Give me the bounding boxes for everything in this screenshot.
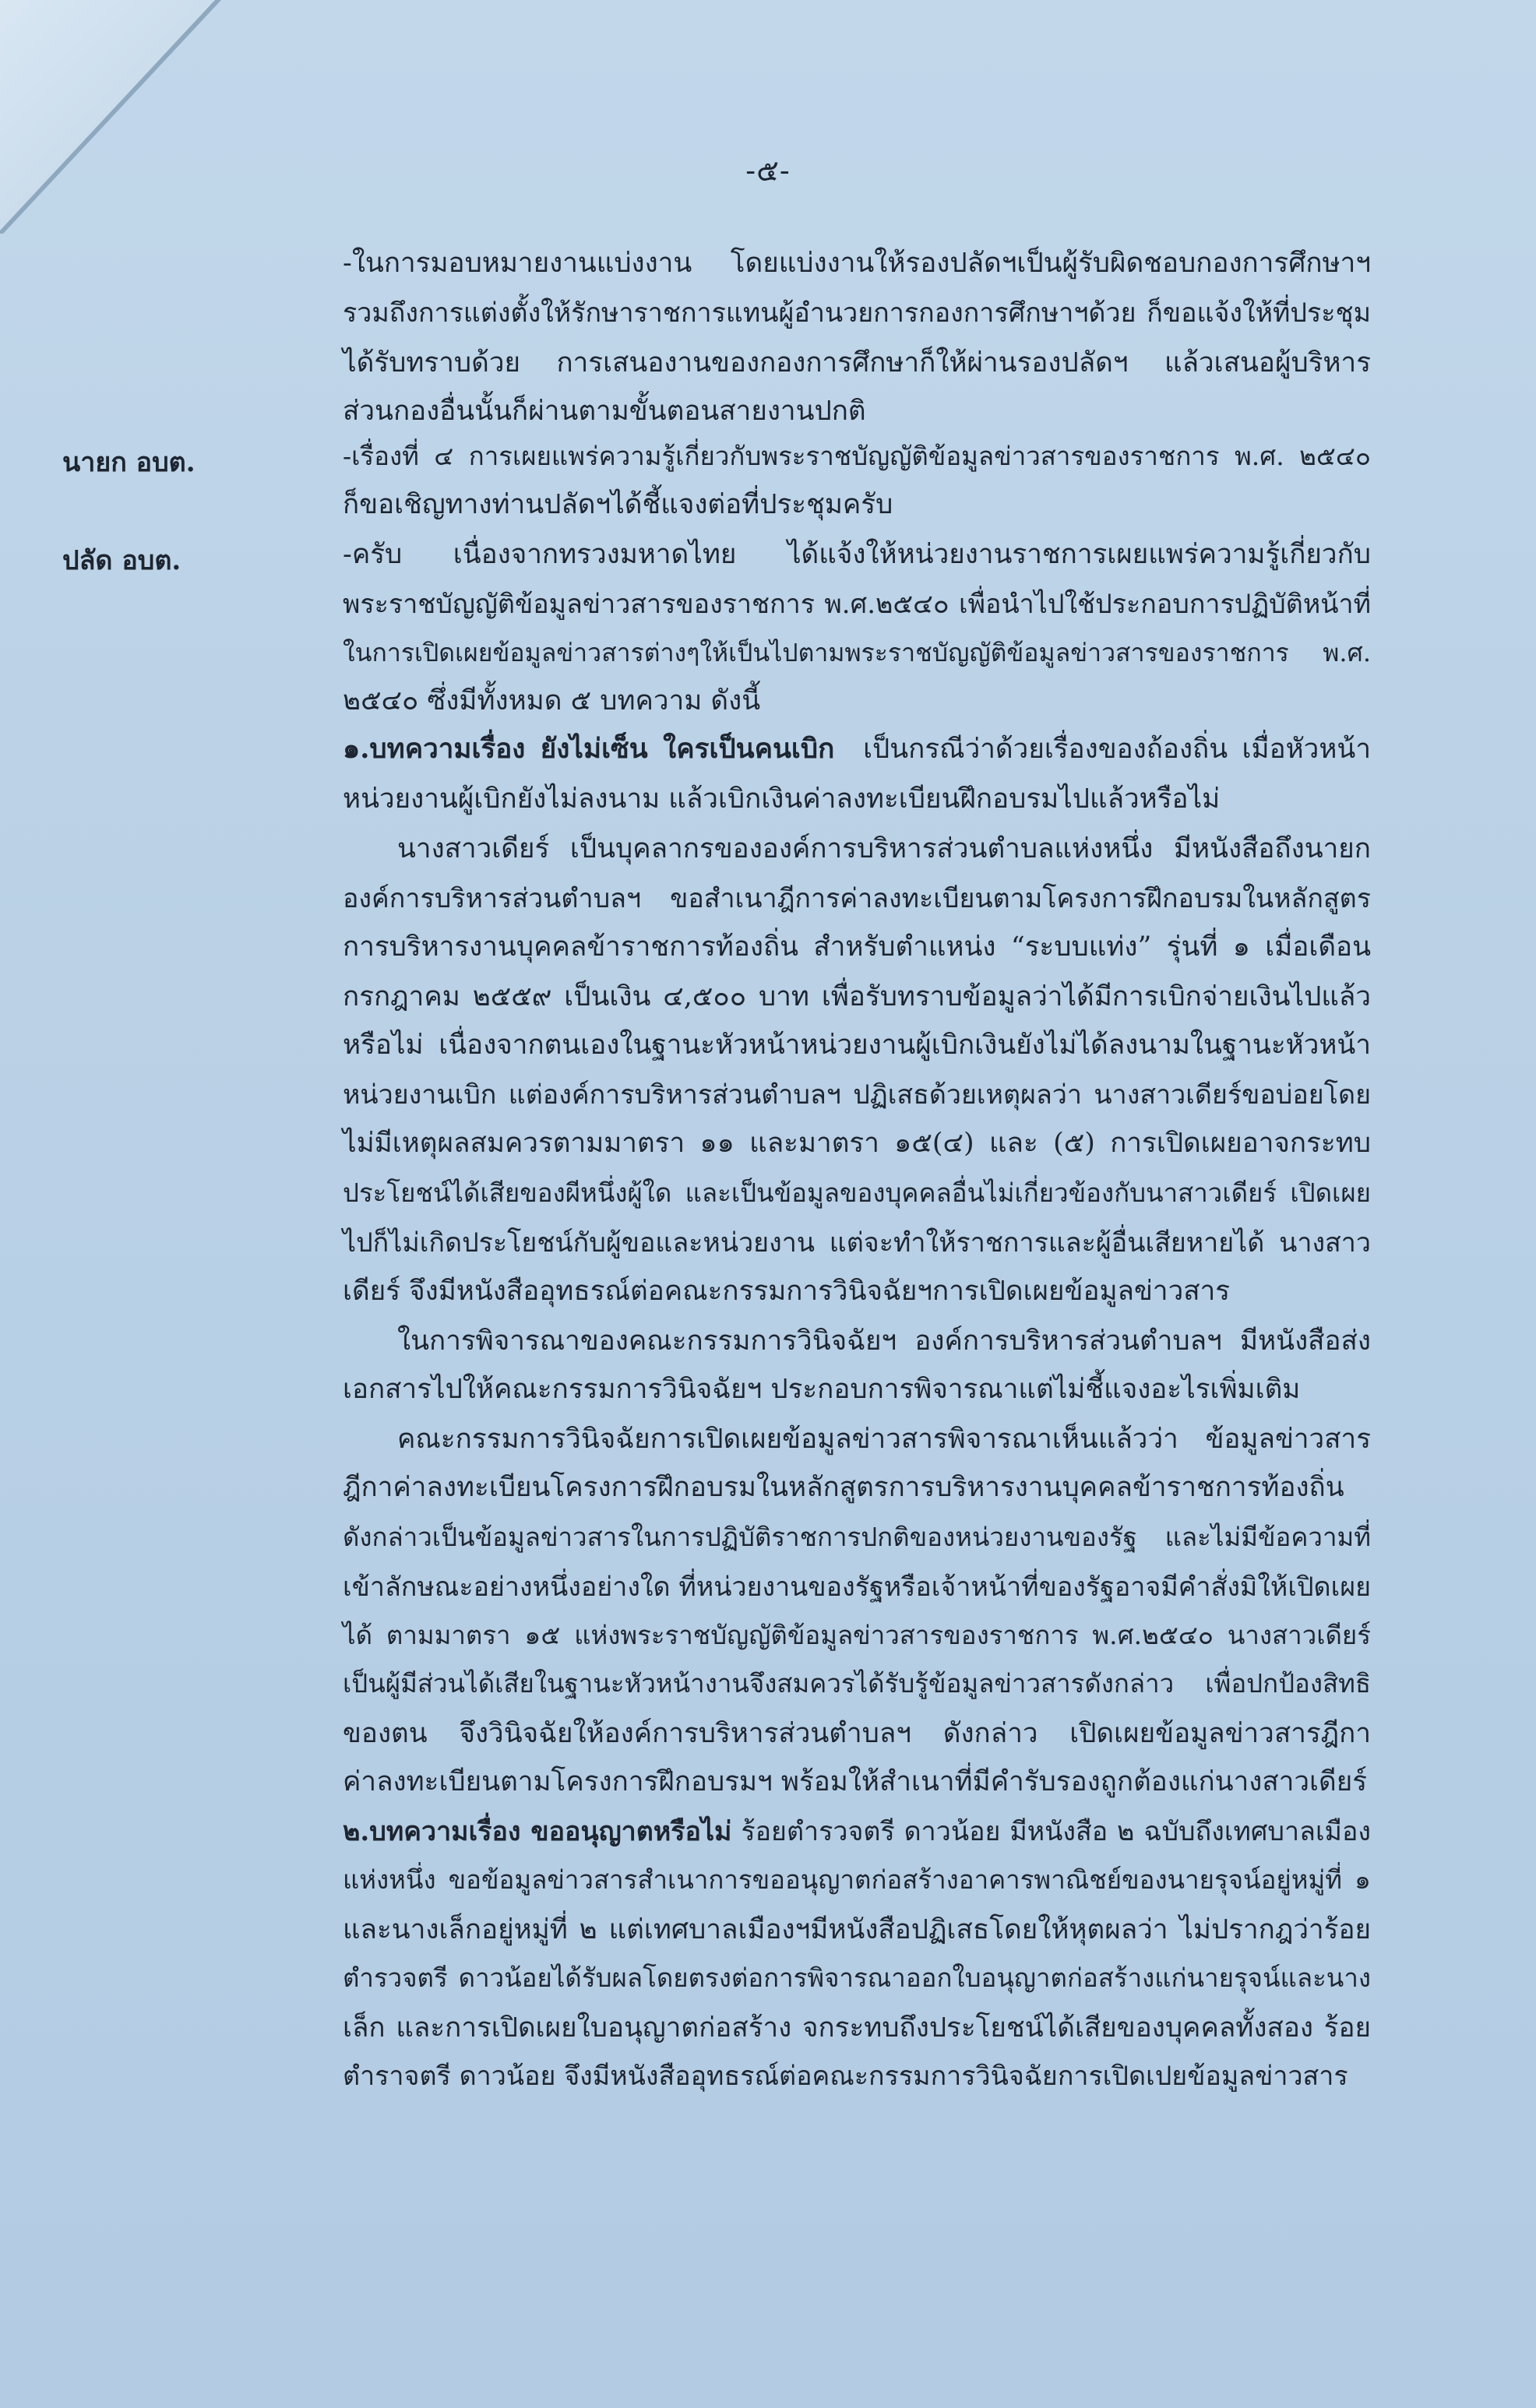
text-line: ก็ขอเชิญทางท่านปลัดฯได้ชี้แจงต่อที่ประชุมครับ [343, 489, 893, 520]
text-line: เดียร์ จึงมีหนังสืออุทธรณ์ต่อคณะกรรมการวินิจฉัยฯการเปิดเผยข้อมูลข่าวสาร [343, 1276, 1231, 1307]
text-line: ฎีกาค่าลงทะเบียนโครงการฝึกอบรมในหลักสูตรการบริหารงานบุคคลข้าราชการท้องถิ่น [343, 1472, 1344, 1503]
text-line: หน่วยงานผู้เบิกยังไม่ลงนาม แล้วเบิกเงินค่าลงทะเบียนฝึกอบรมไปแล้วหรือไม่ [343, 783, 1221, 815]
text-line: เข้าลักษณะอย่างหนึ่งอย่างใด ที่หน่วยงานของรัฐหรือเจ้าหน้าที่ของรัฐอาจมีคำสั่งมิให้เปิดเผย [343, 1572, 1372, 1603]
text-line: -ในการมอบหมายงานแบ่งงาน โดยแบ่งงานให้รองปลัดฯเป็นผู้รับผิดชอบกองการศึกษาฯ [343, 248, 1371, 279]
text-line: หน่วยงานเบิก แต่องค์การบริหารส่วนตำบลฯ ปฏิเสธด้วยเหตุผลว่า นางสาวเดียร์ขอบ่อยโดย [343, 1079, 1371, 1111]
article-2-line [343, 1816, 1371, 1847]
text-line: ๒๕๔๐ ซึ่งมีทั้งหมด ๕ บทความ ดังนี้ [343, 685, 761, 716]
text-line: ของตน จึงวินิจฉัยให้องค์การบริหารส่วนตำบลฯ ดังกล่าว เปิดเผยข้อมูลข่าวสารฎีกา [343, 1718, 1371, 1749]
text-line: ได้รับทราบด้วย การเสนองานของกองการศึกษาก็ให้ผ่านรองปลัดฯ แล้วเสนอผู้บริหาร [343, 347, 1371, 378]
text-line: นางสาวเดียร์ เป็นบุคลากรขององค์การบริหารส่วนตำบลแห่งหนึ่ง มีหนังสือถึงนายก [397, 833, 1371, 864]
text-line: ส่วนกองอื่นนั้นก็ผ่านตามขั้นตอนสายงานปกติ [343, 396, 866, 427]
article-2-heading: ๒.บทความเรื่อง ขออนุญาตหรือไม่ [343, 1816, 732, 1847]
article-2-intro: ร้อยตำรวจตรี ดาวน้อย มีหนังสือ ๒ ฉบับถึงเทศบาลเมือง [741, 1816, 1371, 1847]
text-line: ดังกล่าวเป็นข้อมูลข่าวสารในการปฏิบัติราชการปกติของหน่วยงานของรัฐ และไม่มีข้อความที่ [343, 1522, 1371, 1552]
text-line: องค์การบริหารส่วนตำบลฯ ขอสำเนาฎีการค่าลงทะเบียนตามโครงการฝึกอบรมในหลักสูตร [343, 883, 1371, 914]
text-line: กรกฎาคม ๒๕๕๙ เป็นเงิน ๔,๕๐๐ บาท เพื่อรับทราบข้อมูลว่าได้มีการเบิกจ่ายเงินไปแล้ว [343, 981, 1371, 1012]
text-line: ค่าลงทะเบียนตามโครงการฝึกอบรมฯ พร้อมให้สำเนาที่มีคำรับรองถูกต้องแก่นางสาวเดียร์ [343, 1766, 1367, 1797]
text-line: เป็นผู้มีส่วนได้เสียในฐานะหัวหน้างานจึงสมควรได้รับรู้ข้อมูลข่าวสารดังกล่าว เพื่อปกป้องสิทธิ [343, 1668, 1371, 1699]
text-line: ในการเปิดเผยข้อมูลข่าวสารต่างๆให้เป็นไปตามพระราชบัญญัติข้อมูลข่าวสารของราชการ พ.ศ. [343, 638, 1371, 667]
text-line: ไม่มีเหตุผลสมควรตามมาตรา ๑๑ และมาตรา ๑๕(๔) และ (๕) การเปิดเผยอาจกระทบ [343, 1128, 1371, 1159]
text-line: พระราชบัญญัติข้อมูลข่าวสารของราชการ พ.ศ.๒๕๔๐ เพื่อนำไปใช้ประกอบการปฏิบัติหน้าที่ [343, 589, 1371, 620]
text-line: การบริหารงานบุคคลข้าราชการท้องถิ่น สำหรับตำแหน่ง “ระบบแท่ง” รุ่นที่ ๑ เมื่อเดือน [343, 931, 1371, 963]
text-line: ประโยชน์ได้เสียของผีหนึ่งผู้ใด และเป็นข้อมูลของบุคคลอื่นไม่เกี่ยวข้องกับนาสาวเดียร์ เปิดเผย [343, 1178, 1371, 1208]
text-line: ไปก็ไม่เกิดประโยชน์กับผู้ขอและหน่วยงาน แต่จะทำให้ราชการและผู้อื่นเสียหายได้ นางสาว [343, 1227, 1371, 1259]
text-line: หรือไม่ เนื่องจากตนเองในฐานะหัวหน้าหน่วยงานผู้เบิกเงินยังไม่ได้ลงนามในฐานะหัวหน้า [343, 1030, 1371, 1061]
text-line: เล็ก และการเปิดเผยใบอนุญาตก่อสร้าง จกระทบถึงประโยชน์ได้เสียของบุคคลทั้งสอง ร้อย [343, 2012, 1371, 2044]
article-1-line [343, 734, 1371, 765]
speaker-clerk: ปลัด อบต. [62, 545, 181, 576]
article-1-heading: ๑.บทความเรื่อง ยังไม่เซ็น ใครเป็นคนเบิก [343, 733, 835, 765]
text-line: ตำราจตรี ดาวน้อย จึงมีหนังสืออุทธรณ์ต่อคณะกรรมการวินิจฉัยการเปิดเปยข้อมูลข่าวสาร [343, 2061, 1348, 2092]
text-line: แห่งหนึ่ง ขอข้อมูลข่าวสารสำเนาการขออนุญาตก่อสร้างอาคารพาณิชย์ของนายรุจน์อยู่หมู่ที่ ๑ [343, 1864, 1371, 1895]
text-line: ตำรวจตรี ดาวน้อยได้รับผลโดยตรงต่อการพิจารณาออกใบอนุญาตก่อสร้างแก่นายรุจน์และนาง [343, 1963, 1371, 1993]
text-line: รวมถึงการแต่งตั้งให้รักษาราชการแทนผู้อำนวยการกองการศึกษาฯด้วย ก็ขอแจ้งให้ที่ประชุม [343, 297, 1371, 329]
text-line: และนางเล็กอยู่หมู่ที่ ๒ แต่เทศบาลเมืองฯมีหนังสือปฏิเสธโดยให้หุตผลว่า ไม่ปรากฎว่าร้อย [343, 1914, 1371, 1945]
article-1-intro: เป็นกรณีว่าด้วยเรื่องของถ้องถิ่น เมื่อหัวหน้า [863, 734, 1371, 765]
text-line: ได้ ตามมาตรา ๑๕ แห่งพระราชบัญญัติข้อมูลข่าวสารของราชการ พ.ศ.๒๕๔๐ นางสาวเดียร์ [343, 1620, 1371, 1650]
page-number: -๕- [745, 153, 791, 188]
text-line: เอกสารไปให้คณะกรรมการวินิจฉัยฯ ประกอบการพิจารณาแต่ไม่ชี้แจงอะไรเพิ่มเติม [343, 1374, 1301, 1405]
text-line: -เรื่องที่ ๔ การเผยแพร่ความรู้เกี่ยวกับพระราชบัญญัติข้อมูลข่าวสารของราชการ พ.ศ. ๒๕๔๐ [343, 441, 1371, 471]
text-line: คณะกรรมการวินิจฉัยการเปิดเผยข้อมูลข่าวสารพิจารณาเห็นแล้วว่า ข้อมูลข่าวสาร [397, 1424, 1371, 1455]
text-line: ในการพิจารณาของคณะกรรมการวินิจฉัยฯ องค์การบริหารส่วนตำบลฯ มีหนังสือส่ง [397, 1325, 1371, 1357]
speaker-mayor: นายก อบต. [62, 447, 196, 478]
text-line: -ครับ เนื่องจากทรวงมหาดไทย ได้แจ้งให้หน่วยงานราชการเผยแพร่ความรู้เกี่ยวกับ [343, 539, 1371, 570]
